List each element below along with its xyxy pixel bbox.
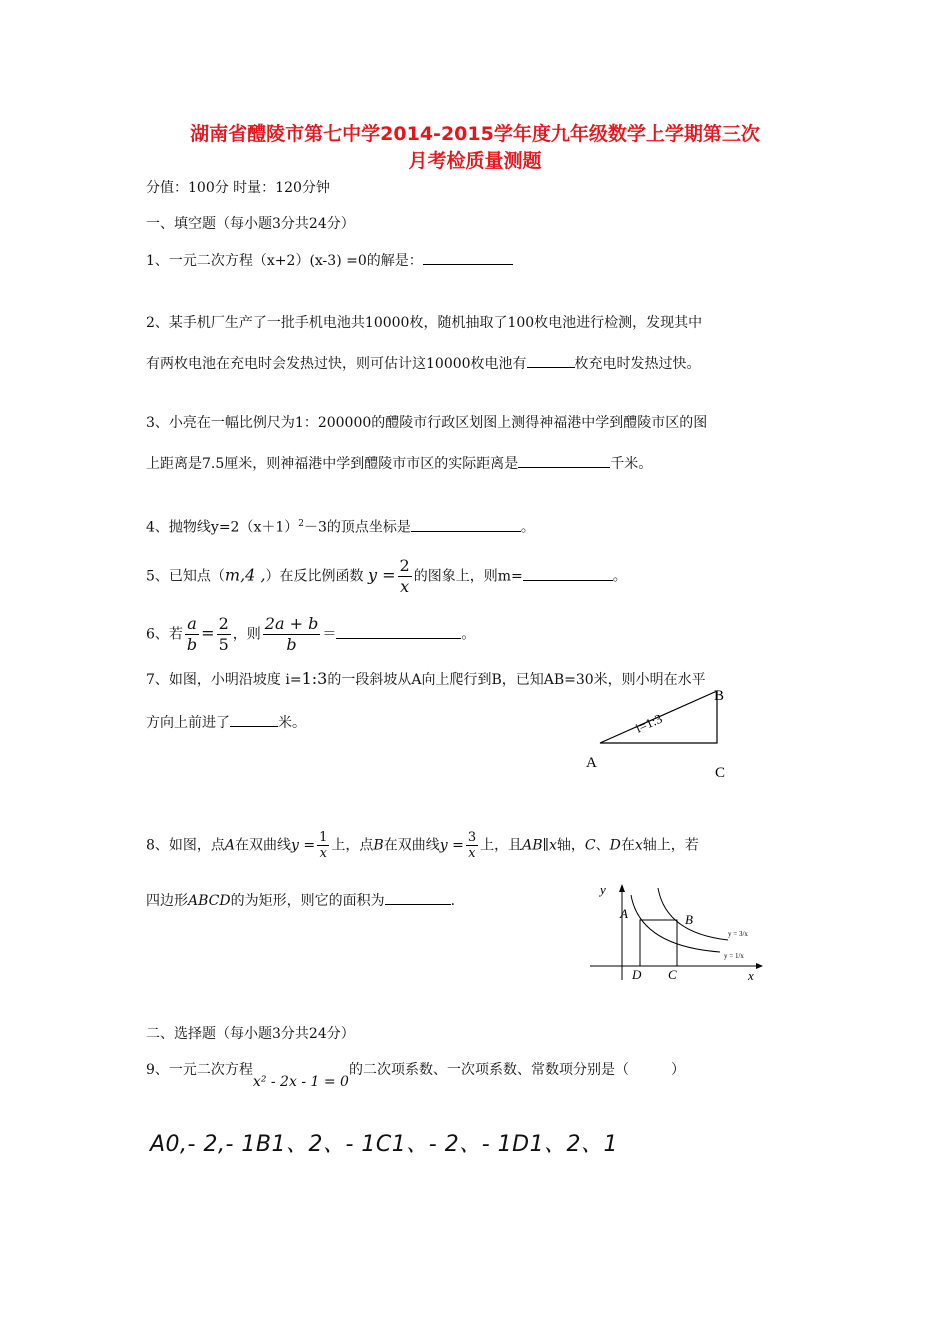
- question-8-point-b: B: [373, 837, 384, 854]
- question-4: [146, 514, 535, 538]
- answer-blank-8: [385, 890, 451, 905]
- y-axis-label: y: [600, 882, 606, 897]
- question-8-text-g: 轴，: [556, 837, 585, 854]
- question-7-text-b: 的一段斜坡从A向上爬行到B，已知AB=30米，则小明在水平: [327, 672, 706, 688]
- question-8-point-d: D: [609, 837, 621, 854]
- hyperbola-figure: [588, 880, 768, 985]
- question-2-text-b: 枚充电时发热过快。: [574, 356, 701, 372]
- question-1: [146, 250, 513, 271]
- answer-blank-5: [523, 566, 613, 581]
- question-6-f2-den: 5: [218, 635, 229, 654]
- curve-y-1-over-x: [631, 895, 720, 952]
- question-7-text-a: 7、如图，小明沿坡度 i=: [146, 672, 302, 688]
- question-5-fraction: [398, 556, 412, 597]
- question-6-text-b: ，则: [232, 626, 261, 643]
- question-8-parallel: ∥: [542, 837, 549, 854]
- x-axis-label: x: [748, 968, 754, 983]
- fig-point-a: A: [620, 906, 628, 921]
- question-4-end: 。: [520, 519, 535, 536]
- question-9-text-a: 9、一元二次方程: [146, 1062, 253, 1078]
- y-axis-arrow: [619, 884, 625, 892]
- question-8-text-k: 四边形: [146, 893, 188, 909]
- fig-point-c: C: [668, 967, 677, 982]
- title-line-2: 月考检质量测题: [408, 150, 542, 172]
- vertex-a-label: A: [586, 755, 597, 771]
- question-5-denominator: x: [400, 577, 410, 596]
- question-9-choices: A0,- 2,- 1B1、2、- 1C1、- 2、- 1D1、2、1: [150, 1132, 619, 1157]
- question-6-f1-num: a: [185, 614, 199, 635]
- question-4-exponent: 2: [298, 519, 304, 529]
- question-6-equals: =: [201, 623, 215, 643]
- question-8-text-c: 上，点: [331, 837, 374, 854]
- question-3-line-2: [146, 453, 652, 474]
- question-5-point: m,4 ,: [224, 565, 266, 585]
- fig-point-d: D: [632, 967, 642, 982]
- question-8-text-h: 、: [595, 837, 610, 854]
- vertex-c-label: C: [715, 765, 726, 781]
- question-6-text-c: ＝: [322, 626, 337, 643]
- question-5: [146, 556, 627, 597]
- curve-label-3: y = 3/x: [728, 930, 748, 938]
- question-8-point-a: A: [224, 837, 236, 854]
- question-2-text-a: 有两枚电池在充电时会发热过快，则可估计这10000枚电池有: [146, 356, 527, 372]
- rectangle-abcd: [640, 920, 677, 966]
- question-6-f3-den: b: [286, 635, 297, 654]
- question-8-text-d: 在双曲线: [383, 837, 440, 854]
- question-6-end: 。: [461, 626, 476, 643]
- question-2-line-2: [146, 353, 701, 374]
- answer-blank-6: [336, 624, 461, 639]
- fig-point-b: B: [685, 912, 693, 927]
- question-6-f2-num: 2: [218, 614, 229, 633]
- slope-label: i=1:3: [633, 710, 665, 736]
- question-9-equation: x² - 2x - 1 = 0: [252, 1074, 349, 1090]
- question-6-fraction-3: [263, 614, 321, 655]
- question-7-ratio: 1:3: [301, 669, 328, 688]
- question-5-text-a: 5、已知点（: [146, 568, 225, 585]
- question-5-lhs: y =: [367, 565, 396, 585]
- question-1-text: 1、一元二次方程（x+2）(x-3) =0的解是：: [146, 253, 423, 269]
- question-3-text-b: 千米。: [610, 456, 653, 472]
- question-8-d1: x: [319, 846, 327, 861]
- question-5-text-b: ）在反比例函数: [265, 568, 364, 585]
- question-8-x-2: x: [634, 837, 643, 854]
- question-8-n1: 1: [319, 830, 328, 845]
- question-6-text-a: 6、若: [146, 626, 183, 643]
- vertex-b-label: B: [714, 688, 725, 704]
- question-5-text-c: 的图象上，则m=: [413, 568, 523, 585]
- exam-meta: 分值：100分 时量：120分钟: [146, 180, 330, 196]
- question-8-text-a: 8、如图，点: [146, 837, 225, 854]
- question-8-point-c: C: [584, 837, 596, 854]
- slope-triangle-figure: [580, 685, 750, 785]
- question-8-line-2: [146, 890, 455, 911]
- question-8-x: x: [548, 837, 557, 854]
- question-5-numerator: 2: [399, 556, 410, 575]
- question-6-f3-num: 2a + b: [264, 614, 319, 633]
- answer-blank-3: [518, 453, 610, 468]
- question-4-text-b: －3的顶点坐标是: [304, 519, 411, 536]
- question-8-ab: AB: [522, 837, 543, 854]
- x-axis-arrow: [756, 963, 763, 969]
- question-3-line-1: 3、小亮在一幅比例尺为1：200000的醴陵市行政区划图上测得神福港中学到醴陵市区的图: [146, 415, 708, 431]
- answer-blank-2: [527, 353, 575, 368]
- question-6-fraction-2: [217, 614, 231, 655]
- question-8-lhs-1: y =: [291, 837, 316, 854]
- answer-blank-1: [423, 250, 513, 265]
- question-4-text-a: 4、抛物线y=2（x＋1）: [146, 519, 299, 536]
- question-5-end: 。: [612, 568, 627, 585]
- question-8-text-j: 轴上，若: [642, 837, 699, 854]
- curve-y-3-over-x: [658, 888, 728, 940]
- question-8-end: .: [450, 893, 456, 909]
- title-line-1: 湖南省醴陵市第七中学2014-2015学年度九年级数学上学期第三次: [190, 123, 760, 145]
- question-8-lhs-2: y =: [439, 837, 464, 854]
- question-7-text-c: 方向上前进了: [146, 715, 230, 731]
- section-1-heading: 一、填空题（每小题3分共24分）: [146, 216, 355, 232]
- answer-blank-7: [230, 712, 278, 727]
- question-8-abcd: ABCD: [188, 893, 231, 909]
- question-8-text-b: 在双曲线: [235, 837, 292, 854]
- question-3-text-a: 上距离是7.5厘米，则神福港中学到醴陵市市区的实际距离是: [146, 456, 519, 472]
- question-8-text-i: 在: [620, 837, 635, 854]
- question-9: [146, 1060, 685, 1090]
- curve-label-1: y = 1/x: [724, 952, 744, 960]
- question-8-text-l: 的为矩形，则它的面积为: [230, 893, 385, 909]
- question-8-fraction-1: [317, 830, 329, 861]
- question-8-text-e: 上，且: [480, 837, 523, 854]
- answer-blank-4: [411, 517, 521, 532]
- question-6: [146, 614, 475, 655]
- question-2-line-1: 2、某手机厂生产了一批手机电池共10000枚，随机抽取了100枚电池进行检测，发现其中: [146, 315, 703, 331]
- question-8-line-1: [146, 830, 699, 861]
- question-7-line-2: [146, 712, 306, 733]
- question-8-fraction-2: [466, 830, 478, 861]
- question-6-fraction-1: [185, 614, 199, 655]
- question-6-f1-den: b: [186, 635, 198, 654]
- section-2-heading: 二、选择题（每小题3分共24分）: [146, 1026, 355, 1042]
- question-8-n2: 3: [467, 830, 477, 845]
- question-8-d2: x: [468, 846, 476, 861]
- question-7-text-d: 米。: [278, 715, 306, 731]
- question-9-text-b: 的二次项系数、一次项系数、常数项分别是（ ）: [348, 1062, 685, 1078]
